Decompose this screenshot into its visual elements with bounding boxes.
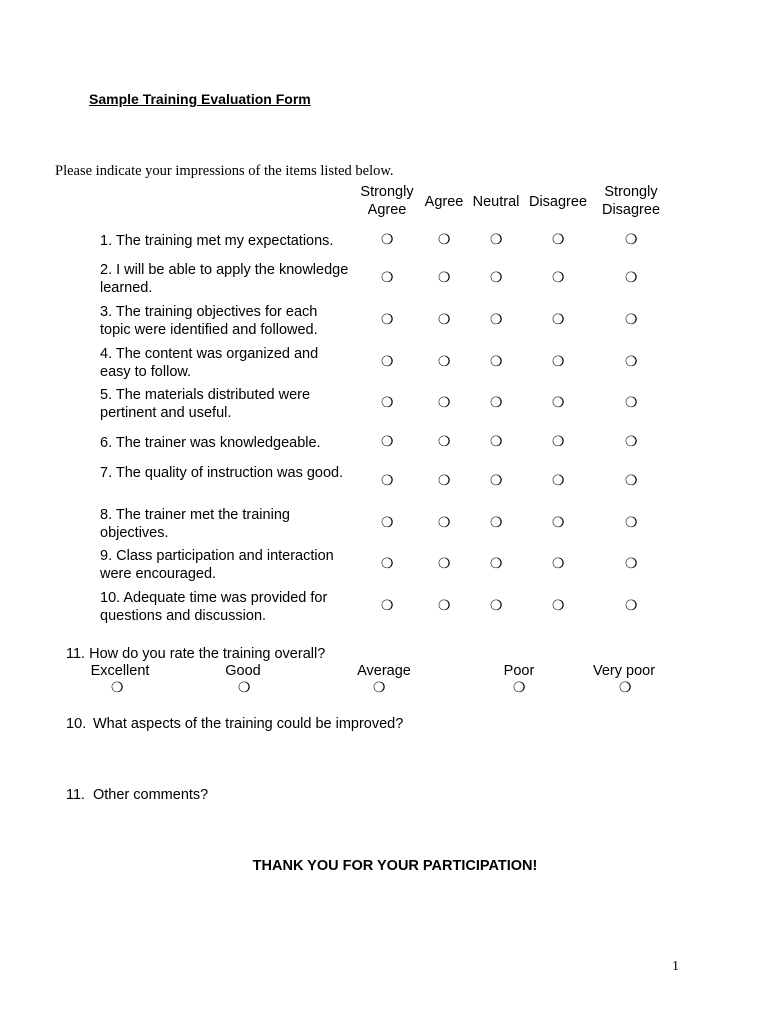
overall-radio-3[interactable]: ❍ xyxy=(373,680,386,696)
rating-radio-item8-option3[interactable]: ❍ xyxy=(490,515,503,531)
rating-radio-item5-option3[interactable]: ❍ xyxy=(490,395,503,411)
rating-radio-item7-option2[interactable]: ❍ xyxy=(438,473,451,489)
overall-radio-4[interactable]: ❍ xyxy=(513,680,526,696)
open-question-text: Other comments? xyxy=(93,787,209,803)
rating-item-text: 3. The training objectives for each topic were identified and followed. xyxy=(100,304,318,338)
form-intro: Please indicate your impressions of the items listed below. xyxy=(55,163,394,179)
scale-header-2 xyxy=(425,193,464,211)
rating-radio-item3-option5[interactable]: ❍ xyxy=(625,312,638,328)
rating-radio-item1-option4[interactable]: ❍ xyxy=(552,232,565,248)
rating-radio-item3-option2[interactable]: ❍ xyxy=(438,312,451,328)
rating-radio-item6-option2[interactable]: ❍ xyxy=(438,434,451,450)
rating-radio-item4-option5[interactable]: ❍ xyxy=(625,354,638,370)
rating-radio-item2-option1[interactable]: ❍ xyxy=(381,270,394,286)
rating-item-text: 5. The materials distributed were pertinent and useful. xyxy=(100,387,311,421)
rating-radio-item9-option4[interactable]: ❍ xyxy=(552,556,565,572)
rating-radio-item5-option4[interactable]: ❍ xyxy=(552,395,565,411)
rating-radio-item7-option1[interactable]: ❍ xyxy=(381,473,394,489)
open-question-improve xyxy=(66,716,403,732)
rating-item-text: 1. The training met my expectations. xyxy=(100,233,334,249)
rating-item-text: 6. The trainer was knowledgeable. xyxy=(100,435,321,451)
rating-radio-item4-option4[interactable]: ❍ xyxy=(552,354,565,370)
open-question-number: 11. xyxy=(66,787,86,803)
rating-item-text: 4. The content was organized and easy to follow. xyxy=(100,346,319,380)
rating-radio-item10-option5[interactable]: ❍ xyxy=(625,598,638,614)
rating-radio-item8-option4[interactable]: ❍ xyxy=(552,515,565,531)
page-number: 1 xyxy=(672,959,679,974)
overall-question: 11. How do you rate the training overall? xyxy=(66,646,326,662)
rating-radio-item8-option5[interactable]: ❍ xyxy=(625,515,638,531)
rating-item-text: 7. The quality of instruction was good. xyxy=(100,465,344,481)
rating-radio-item5-option2[interactable]: ❍ xyxy=(438,395,451,411)
rating-radio-item6-option1[interactable]: ❍ xyxy=(381,434,394,450)
rating-radio-item9-option1[interactable]: ❍ xyxy=(381,556,394,572)
rating-radio-item6-option3[interactable]: ❍ xyxy=(490,434,503,450)
scale-header-line: Disagree xyxy=(601,202,661,218)
rating-radio-item6-option5[interactable]: ❍ xyxy=(625,434,638,450)
rating-radio-item10-option3[interactable]: ❍ xyxy=(490,598,503,614)
rating-radio-item9-option3[interactable]: ❍ xyxy=(490,556,503,572)
rating-radio-item1-option1[interactable]: ❍ xyxy=(381,232,394,248)
rating-item-text: 8. The trainer met the training objectives. xyxy=(100,507,290,541)
scale-header-line: Strongly xyxy=(360,184,414,200)
rating-radio-item3-option1[interactable]: ❍ xyxy=(381,312,394,328)
rating-radio-item7-option5[interactable]: ❍ xyxy=(625,473,638,489)
rating-item-text: 9. Class participation and interaction were encouraged. xyxy=(100,548,334,582)
overall-option-label: Very poor xyxy=(592,663,656,679)
scale-header-3 xyxy=(473,193,520,211)
rating-radio-item2-option5[interactable]: ❍ xyxy=(625,270,638,286)
rating-radio-item3-option3[interactable]: ❍ xyxy=(490,312,503,328)
thank-you-message: THANK YOU FOR YOUR PARTICIPATION! xyxy=(252,858,538,874)
rating-radio-item1-option2[interactable]: ❍ xyxy=(438,232,451,248)
overall-option-label: Average xyxy=(357,663,411,679)
scale-header-line: Agree xyxy=(424,194,464,210)
open-question-text: What aspects of the training could be improved? xyxy=(93,716,404,732)
rating-radio-item6-option4[interactable]: ❍ xyxy=(552,434,565,450)
rating-radio-item4-option1[interactable]: ❍ xyxy=(381,354,394,370)
rating-radio-item2-option3[interactable]: ❍ xyxy=(490,270,503,286)
rating-radio-item5-option1[interactable]: ❍ xyxy=(381,395,394,411)
rating-radio-item9-option2[interactable]: ❍ xyxy=(438,556,451,572)
scale-header-line: Disagree xyxy=(528,194,588,210)
overall-option-label: Good xyxy=(225,663,261,679)
open-question-number: 10. xyxy=(66,716,87,732)
rating-radio-item5-option5[interactable]: ❍ xyxy=(625,395,638,411)
overall-option-label: Excellent xyxy=(90,663,150,679)
rating-radio-item4-option3[interactable]: ❍ xyxy=(490,354,503,370)
rating-radio-item2-option2[interactable]: ❍ xyxy=(438,270,451,286)
rating-item-text: 2. I will be able to apply the knowledge learned. xyxy=(100,262,349,296)
rating-radio-item8-option1[interactable]: ❍ xyxy=(381,515,394,531)
overall-radio-1[interactable]: ❍ xyxy=(111,680,124,696)
scale-header-line: Strongly xyxy=(604,184,658,200)
rating-radio-item7-option3[interactable]: ❍ xyxy=(490,473,503,489)
rating-radio-item10-option4[interactable]: ❍ xyxy=(552,598,565,614)
overall-radio-5[interactable]: ❍ xyxy=(619,680,632,696)
rating-radio-item10-option1[interactable]: ❍ xyxy=(381,598,394,614)
rating-radio-item1-option3[interactable]: ❍ xyxy=(490,232,503,248)
rating-radio-item3-option4[interactable]: ❍ xyxy=(552,312,565,328)
open-question-comments xyxy=(66,787,208,803)
scale-header-line: Neutral xyxy=(472,194,520,210)
rating-radio-item8-option2[interactable]: ❍ xyxy=(438,515,451,531)
rating-radio-item1-option5[interactable]: ❍ xyxy=(625,232,638,248)
rating-radio-item4-option2[interactable]: ❍ xyxy=(438,354,451,370)
rating-radio-item2-option4[interactable]: ❍ xyxy=(552,270,565,286)
rating-radio-item10-option2[interactable]: ❍ xyxy=(438,598,451,614)
rating-item-text: 10. Adequate time was provided for questions and discussion. xyxy=(100,590,328,624)
scale-header-line: Agree xyxy=(367,202,407,218)
scale-header-1 xyxy=(360,183,413,219)
scale-header-4 xyxy=(529,193,587,211)
rating-radio-item9-option5[interactable]: ❍ xyxy=(625,556,638,572)
rating-radio-item7-option4[interactable]: ❍ xyxy=(552,473,565,489)
scale-header-5 xyxy=(602,183,660,219)
overall-radio-2[interactable]: ❍ xyxy=(238,680,251,696)
overall-option-label: Poor xyxy=(503,663,535,679)
form-title: Sample Training Evaluation Form xyxy=(89,91,311,107)
